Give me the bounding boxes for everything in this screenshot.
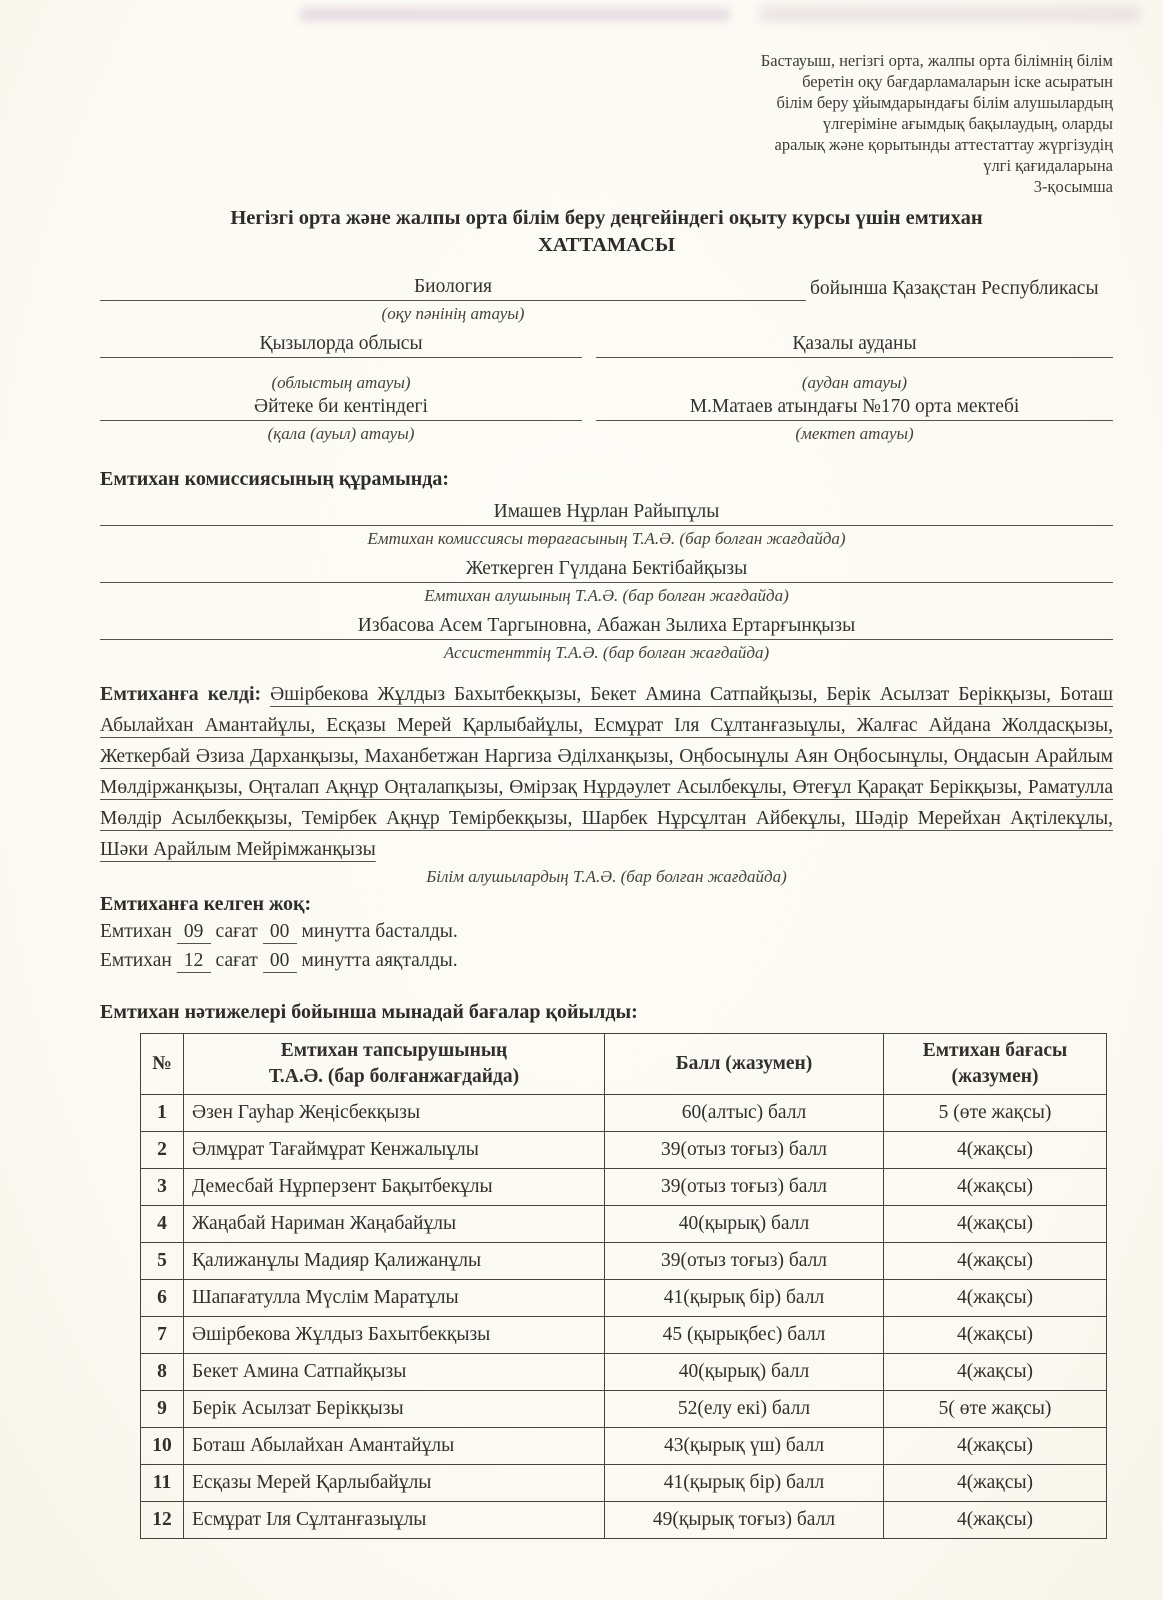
student-name: Әзен Гауһар Жеңісбекқызы	[184, 1095, 605, 1132]
grade-cell: 4(жақсы)	[884, 1280, 1107, 1317]
score-cell: 39(отыз тоғыз) балл	[605, 1243, 884, 1280]
exam-start-sagat: сағат	[215, 921, 258, 942]
region-field: Қызылорда облысы	[100, 332, 582, 358]
table-row	[141, 1502, 1107, 1539]
score-cell: 39(отыз тоғыз) балл	[605, 1132, 884, 1169]
district-caption: (аудан атауы)	[801, 373, 908, 392]
exam-start-hour: 09	[177, 921, 211, 944]
exam-end-minute: 00	[263, 950, 297, 973]
absent-heading: Емтиханға келген жоқ:	[100, 893, 312, 915]
corner-note-line: Бастауыш, негізгі орта, жалпы орта білімнің білім	[760, 51, 1113, 70]
row-number: 9	[141, 1391, 184, 1428]
results-heading: Емтихан нәтижелері бойынша мынадай бағалар қойылды:	[100, 1001, 638, 1023]
scan-bleedthrough-artifact	[760, 6, 1140, 22]
examiner-block	[100, 557, 1113, 606]
score-cell: 41(қырық бір) балл	[605, 1465, 884, 1502]
commission-chair-caption: Емтихан комиссиясы төрағасының Т.А.Ә. (бар болған жағдайда)	[367, 529, 846, 548]
header-name-line2: Т.А.Ә. (бар болғанжағдайда)	[268, 1066, 520, 1087]
exam-start-tail: минутта басталды.	[301, 921, 458, 942]
corner-note-line: үлгеріміне ағымдық бақылаудың, оларды	[822, 114, 1113, 133]
table-row	[141, 1428, 1107, 1465]
document-title-line2: ХАТТАМАСЫ	[537, 234, 675, 256]
exam-end-word: Емтихан	[100, 950, 172, 971]
region-district-captions	[100, 372, 1113, 393]
table-row	[141, 1354, 1107, 1391]
score-cell: 49(қырық тоғыз) балл	[605, 1502, 884, 1539]
commission-chair-block	[100, 500, 1113, 549]
exam-end-line	[100, 946, 1113, 975]
commission-heading: Емтихан комиссиясының құрамында:	[100, 468, 450, 490]
score-cell: 40(қырық) балл	[605, 1354, 884, 1391]
exam-end-hour: 12	[177, 950, 211, 973]
grade-cell: 4(жақсы)	[884, 1465, 1107, 1502]
subject-caption: (оқу пәнінің атауы)	[381, 304, 525, 323]
table-row	[141, 1243, 1107, 1280]
grade-cell: 4(жақсы)	[884, 1206, 1107, 1243]
document-title-line1: Негізгі орта және жалпы орта білім беру деңгейіндегі оқыту курсы үшін емтихан	[230, 207, 983, 229]
commission-chair-name: Имашев Нұрлан Райыпұлы	[100, 500, 1113, 526]
city-school-captions	[100, 423, 1113, 444]
row-number: 5	[141, 1243, 184, 1280]
results-table	[140, 1033, 1107, 1539]
table-row	[141, 1095, 1107, 1132]
assistants-block	[100, 614, 1113, 663]
examiner-name: Жеткерген Гүлдана Бектібайқызы	[100, 557, 1113, 583]
grade-cell: 4(жақсы)	[884, 1502, 1107, 1539]
student-name: Есқазы Мерей Қарлыбайұлы	[184, 1465, 605, 1502]
student-name: Әлмұрат Тағаймұрат Кенжалыұлы	[184, 1132, 605, 1169]
grade-cell: 5 (өте жақсы)	[884, 1095, 1107, 1132]
exam-end-tail: минутта аяқталды.	[301, 950, 458, 971]
assistants-names: Избасова Асем Таргыновна, Абажан Зылиха Ертарғынқызы	[100, 614, 1113, 640]
grade-cell: 4(жақсы)	[884, 1243, 1107, 1280]
table-row	[141, 1391, 1107, 1428]
grade-cell: 4(жақсы)	[884, 1428, 1107, 1465]
table-row	[141, 1206, 1107, 1243]
header-name	[184, 1034, 605, 1095]
header-grade	[884, 1034, 1107, 1095]
row-number: 12	[141, 1502, 184, 1539]
subject-row	[100, 275, 1113, 301]
row-number: 10	[141, 1428, 184, 1465]
row-number: 3	[141, 1169, 184, 1206]
header-num: №	[141, 1034, 184, 1095]
grade-cell: 4(жақсы)	[884, 1169, 1107, 1206]
attendance-names: Әшірбекова Жұлдыз Бахытбекқызы, Бекет Амина Сатпайқызы, Берік Асылзат Берікқызы, Боташ Абылайхан Амантайұлы, Есқазы Мерей Қарлыбайұлы, Есмұрат Іля Сұлтанғазыұлы, Жалғас Айдана Жолдасқызы, Жеткербай Әзиза Дарханқызы, Маханбетжан Наргиза Әділханқызы, Оңбосынұлы Аян Оңбосынұлы, Оңдасын Арайлым Мөлдіржанқызы, Оңталап Ақнұр Оңталапқызы, Өмірзақ Нұрдәулет Асылбекұлы, Өтеғұл Қарақат Берікқызы, Раматулла Мөлдір Асылбекқызы, Темірбек Ақнұр Темірбекқызы, Шарбек Нұрсұлтан Айбекұлы, Шәдір Мерейхан Ақтілекұлы, Шәки Арайлым Мейрімжанқызы	[100, 684, 1113, 860]
student-name: Бекет Амина Сатпайқызы	[184, 1354, 605, 1391]
student-name: Есмұрат Іля Сұлтанғазыұлы	[184, 1502, 605, 1539]
district-field: Қазалы ауданы	[596, 332, 1113, 358]
student-name: Боташ Абылайхан Амантайұлы	[184, 1428, 605, 1465]
score-cell: 45 (қырықбес) балл	[605, 1317, 884, 1354]
city-field: Әйтеке би кентіндегі	[100, 395, 582, 421]
subject-suffix: бойынша Қазақстан Республикасы	[810, 278, 1099, 299]
subject-field	[100, 275, 806, 301]
table-row	[141, 1169, 1107, 1206]
school-field: М.Матаев атындағы №170 орта мектебі	[596, 395, 1113, 421]
table-row	[141, 1317, 1107, 1354]
subject-value: Биология	[413, 276, 492, 297]
row-number: 11	[141, 1465, 184, 1502]
table-row	[141, 1280, 1107, 1317]
grade-cell: 4(жақсы)	[884, 1132, 1107, 1169]
student-name: Берік Асылзат Берікқызы	[184, 1391, 605, 1428]
results-table-body	[141, 1095, 1107, 1539]
exam-start-word: Емтихан	[100, 921, 172, 942]
score-cell: 43(қырық үш) балл	[605, 1428, 884, 1465]
attendance-label: Емтиханға келді:	[100, 683, 262, 705]
score-cell: 41(қырық бір) балл	[605, 1280, 884, 1317]
corner-note-line: 3-қосымша	[1033, 177, 1113, 196]
grade-cell: 4(жақсы)	[884, 1354, 1107, 1391]
header-score: Балл (жазумен)	[605, 1034, 884, 1095]
corner-note-line: үлгі қағидаларына	[983, 156, 1113, 175]
score-cell: 40(қырық) балл	[605, 1206, 884, 1243]
city-school-row	[100, 395, 1113, 421]
row-number: 2	[141, 1132, 184, 1169]
exam-start-minute: 00	[263, 921, 297, 944]
student-name: Жаңабай Нариман Жаңабайұлы	[184, 1206, 605, 1243]
city-caption: (қала (ауыл) атауы)	[267, 424, 415, 443]
corner-note-line: аралық және қорытынды аттестаттау жүргізудің	[774, 135, 1113, 154]
student-name: Әшірбекова Жұлдыз Бахытбекқызы	[184, 1317, 605, 1354]
corner-note	[100, 50, 1113, 197]
results-table-header	[141, 1034, 1107, 1095]
student-name: Шапағатулла Мүслім Маратұлы	[184, 1280, 605, 1317]
attendance-caption: Білім алушылардың Т.А.Ә. (бар болған жағдайда)	[426, 867, 787, 886]
examiner-caption: Емтихан алушының Т.А.Ә. (бар болған жағдайда)	[424, 586, 789, 605]
grade-cell: 4(жақсы)	[884, 1317, 1107, 1354]
corner-note-line: білім беру ұйымдарындағы білім алушылардың	[776, 93, 1113, 112]
student-name: Демесбай Нұрперзент Бақытбекұлы	[184, 1169, 605, 1206]
region-district-row	[100, 332, 1113, 358]
header-name-line1: Емтихан тапсырушының	[280, 1040, 508, 1061]
corner-note-line: беретін оқу бағдарламаларын іске асыратын	[802, 72, 1113, 91]
row-number: 6	[141, 1280, 184, 1317]
assistants-caption: Ассистенттің Т.А.Ә. (бар болған жағдайда)	[443, 643, 770, 662]
header-grade-line1: Емтихан бағасы	[922, 1040, 1068, 1061]
header-grade-line2: (жазумен)	[951, 1066, 1039, 1087]
scan-bleedthrough-artifact	[300, 8, 730, 21]
score-cell: 60(алтыс) балл	[605, 1095, 884, 1132]
score-cell: 52(елу екі) балл	[605, 1391, 884, 1428]
row-number: 8	[141, 1354, 184, 1391]
document-title	[100, 205, 1113, 259]
table-row	[141, 1132, 1107, 1169]
table-row	[141, 1465, 1107, 1502]
exam-start-line	[100, 917, 1113, 946]
attendance-paragraph	[100, 679, 1113, 865]
student-name: Қалижанұлы Мадияр Қалижанұлы	[184, 1243, 605, 1280]
row-number: 4	[141, 1206, 184, 1243]
row-number: 7	[141, 1317, 184, 1354]
grade-cell: 5( өте жақсы)	[884, 1391, 1107, 1428]
exam-end-sagat: сағат	[215, 950, 258, 971]
score-cell: 39(отыз тоғыз) балл	[605, 1169, 884, 1206]
school-caption: (мектеп атауы)	[795, 424, 914, 443]
region-caption: (облыстың атауы)	[271, 373, 411, 392]
row-number: 1	[141, 1095, 184, 1132]
